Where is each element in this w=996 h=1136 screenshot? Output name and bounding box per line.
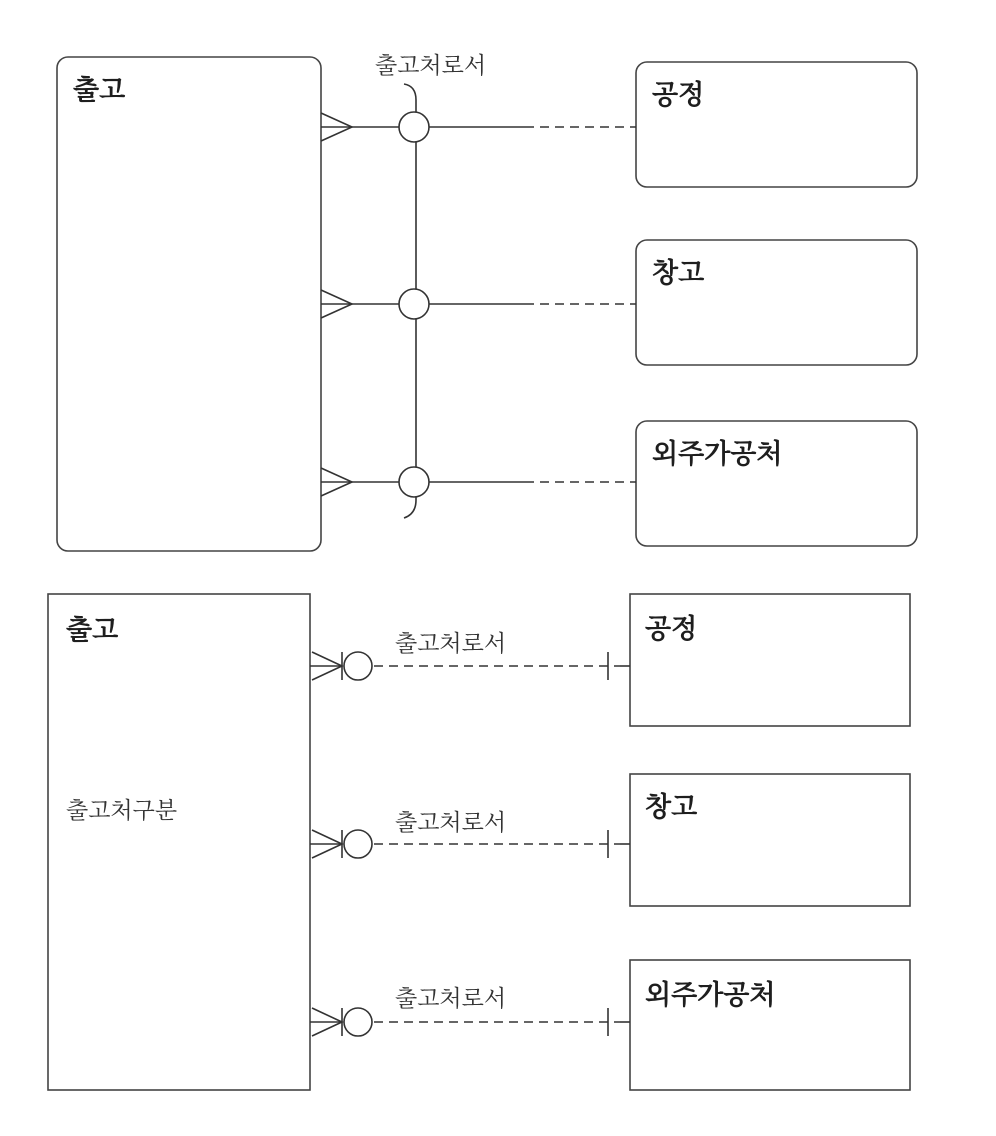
top-target-entity-3[interactable] (636, 421, 917, 546)
bottom-target-entity-2[interactable] (630, 774, 910, 906)
bottom-relation-label-1: 출고처로서 (395, 631, 507, 657)
top-optional-ring-3 (399, 467, 429, 497)
top-relation-label: 출고처로서 (375, 53, 487, 79)
top-target-entity-2-title: 창고 (652, 258, 705, 289)
top-diagram (57, 53, 917, 551)
bottom-optional-ring-2 (344, 830, 372, 858)
top-main-entity[interactable] (57, 57, 321, 551)
bottom-target-entity-1[interactable] (630, 594, 910, 726)
bottom-relationship-3[interactable] (310, 986, 630, 1036)
bottom-target-entity-2-title: 창고 (645, 792, 698, 823)
bottom-relationship-1[interactable] (310, 631, 630, 680)
bottom-relationship-2[interactable] (310, 810, 630, 858)
top-relationship-2[interactable] (321, 289, 636, 319)
bottom-optional-ring-1 (344, 652, 372, 680)
top-main-entity-box (57, 57, 321, 551)
bottom-optional-ring-3 (344, 1008, 372, 1036)
top-optional-ring-1 (399, 112, 429, 142)
top-relationship-1[interactable] (321, 112, 636, 142)
top-target-entity-2[interactable] (636, 240, 917, 365)
bottom-relation-label-2: 출고처로서 (395, 810, 507, 836)
bottom-target-entity-3-title: 외주가공처 (645, 980, 776, 1011)
top-target-entity-1[interactable] (636, 62, 917, 187)
top-relationship-3[interactable] (321, 467, 636, 497)
top-target-entity-1-title: 공정 (652, 80, 705, 111)
bottom-target-entity-3[interactable] (630, 960, 910, 1090)
bottom-main-entity-title: 출고 (66, 615, 119, 646)
bottom-target-entity-1-title: 공정 (645, 614, 698, 645)
bottom-relation-label-3: 출고처로서 (395, 986, 507, 1012)
bottom-main-entity[interactable] (48, 594, 310, 1090)
bottom-main-entity-attribute: 출고처구분 (66, 798, 178, 824)
top-target-entity-3-title: 외주가공처 (652, 439, 783, 470)
top-optional-ring-2 (399, 289, 429, 319)
bottom-diagram (48, 594, 910, 1090)
top-main-entity-title: 출고 (73, 75, 126, 106)
bottom-main-entity-box (48, 594, 310, 1090)
